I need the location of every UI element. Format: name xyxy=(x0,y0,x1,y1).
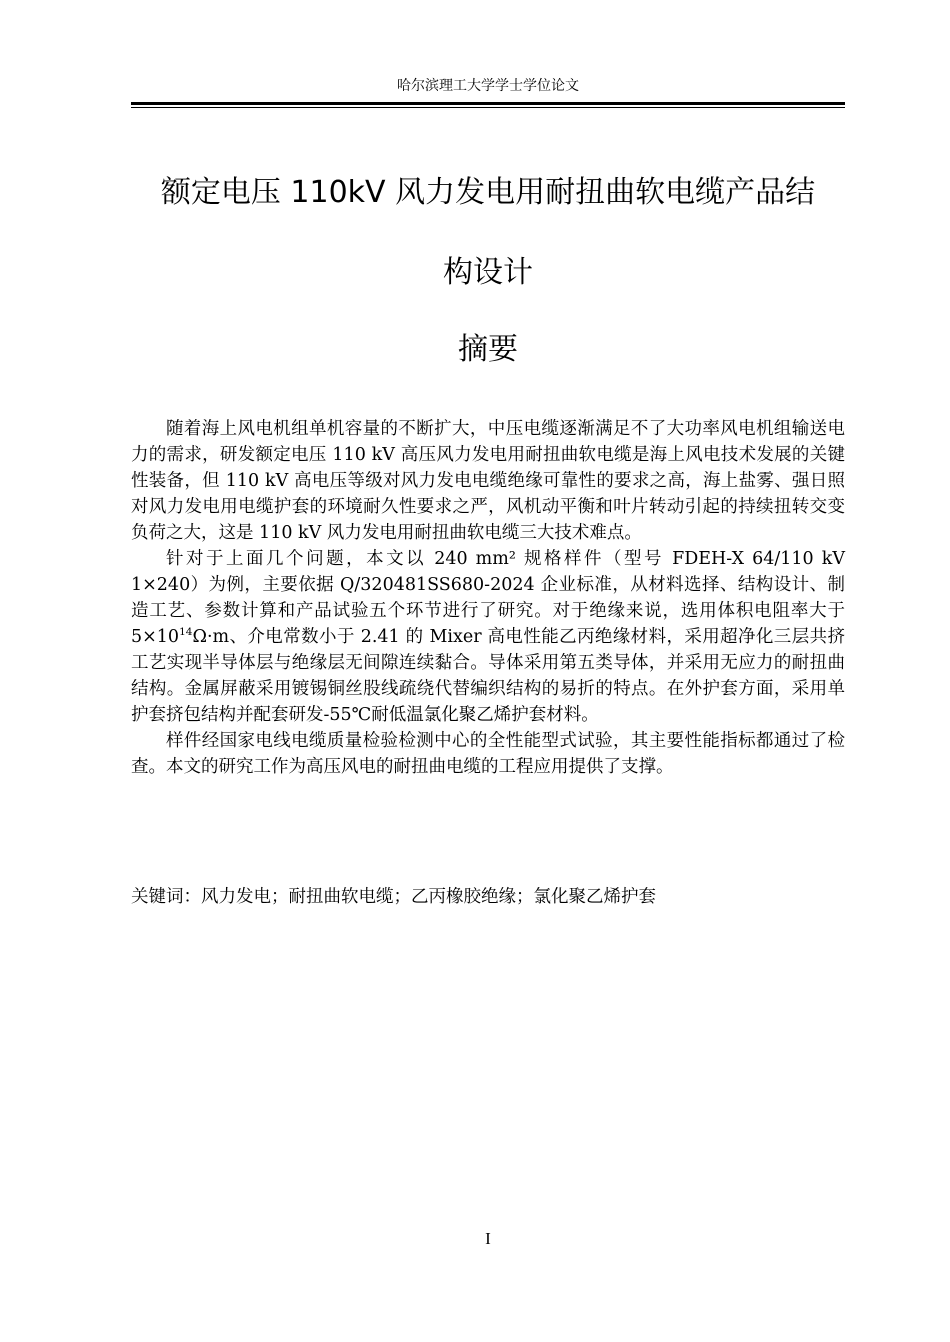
exponent-superscript: 14 xyxy=(179,626,193,639)
thesis-title xyxy=(120,153,856,313)
thesis-title-line2: 构设计 xyxy=(443,255,533,290)
abstract-heading: 摘要 xyxy=(458,332,518,367)
page-number: I xyxy=(485,1229,491,1248)
abstract-paragraph-2-part-2: Ω·m、介电常数小于 2.41 的 Mixer 高电性能乙丙绝缘材料，采用超净化三层共挤工艺实现半导体层与绝缘层无间隙连续黏合。导体采用第五类导体，并采用无应力的耐扭曲结构。金属屏蔽采用镀锡铜丝股线疏绕代替编织结构的易折的特点。在外护套方面，采用单护套挤包结构并配套研发-55℃耐低温氯化聚乙烯护套材料。 xyxy=(131,627,845,725)
thesis-title-line1: 额定电压 110kV 风力发电用耐扭曲软电缆产品结 xyxy=(160,175,816,210)
header-divider-thin xyxy=(131,107,845,108)
running-header: 哈尔滨理工大学学士学位论文 xyxy=(397,78,579,94)
keywords-line xyxy=(131,884,845,910)
abstract-body xyxy=(131,416,845,780)
keywords-text: 风力发电；耐扭曲软电缆；乙丙橡胶绝缘；氯化聚乙烯护套 xyxy=(201,887,656,907)
keywords-label: 关键词： xyxy=(131,887,201,907)
abstract-paragraph-3: 样件经国家电线电缆质量检验检测中心的全性能型式试验，其主要性能指标都通过了检查。本文的研究工作为高压风电的耐扭曲电缆的工程应用提供了支撑。 xyxy=(131,731,845,777)
abstract-paragraph-2-part-1: 针对于上面几个问题，本文以 240 mm² 规格样件（型号 FDEH-X 64/110 kV 1×240）为例，主要依据 Q/320481SS680-2024 企业标准，从材料选择、结构设计、制造工艺、参数计算和产品试验五个环节进行了研究。对于绝缘来说，选用体积电阻率大于 5×10 xyxy=(131,549,845,647)
header-divider-thick xyxy=(131,102,845,105)
abstract-paragraph-2 xyxy=(131,546,845,728)
abstract-paragraph-1: 随着海上风电机组单机容量的不断扩大，中压电缆逐渐满足不了大功率风电机组输送电力的需求，研发额定电压 110 kV 高压风力发电用耐扭曲软电缆是海上风电技术发展的关键性装备，但 110 kV 高电压等级对风力发电电缆绝缘可靠性的要求之高，海上盐雾、强日照对风力发电用电缆护套的环境耐久性要求之严，风机动平衡和叶片转动引起的持续扭转交变负荷之大，这是 110 kV 风力发电用耐扭曲软电缆三大技术难点。 xyxy=(131,419,845,543)
